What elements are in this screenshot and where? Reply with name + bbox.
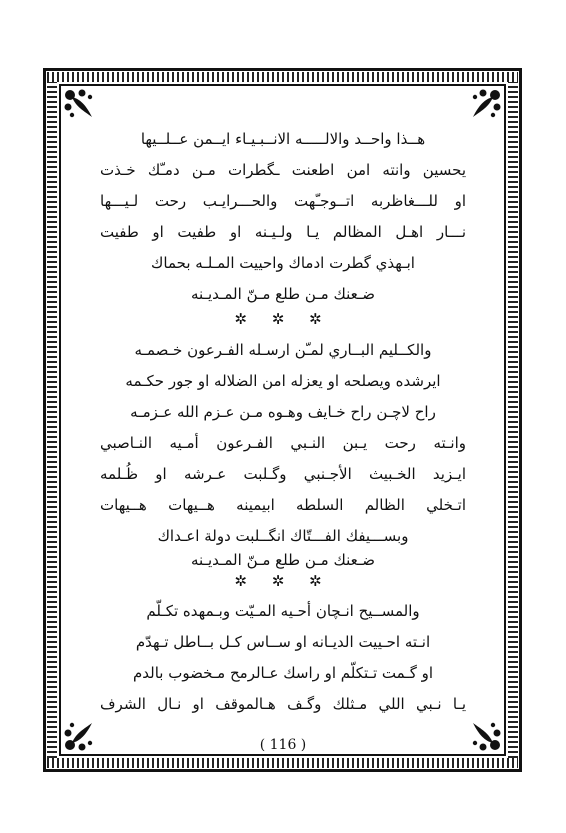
verse-line: هــذا واحــد والالـــــه الانــبـيـاء ايــمن عــلــيها [140,130,426,148]
verse-line: نـــار اهـل المظالم يـا ولـيـنه او طفيت او طفيت [100,223,466,241]
page-number: ( 116 ) [259,737,307,753]
refrain-line: ضـعنك مـن طلع مـنّ المـديـنه [190,285,375,303]
corner-ornament-icon [467,717,503,753]
verse-line: او للـــغاظربه اتــوجـّهت والحـــرايـب رحت لـيـــها [100,192,466,210]
verse-line: يـا نـبي اللي مـثلك وگـف هـالموقف او نـال الشرف [100,695,466,713]
corner-ornament-icon [467,87,503,123]
refrain-line: ضـعنك مـن طلع مـنّ المـديـنه [190,551,375,569]
star-ornament-icon: ✲ ✲ ✲ [234,310,332,328]
verse-line: ابـهذي گطرت ادماك واحييت المـلـه بحماك [151,254,415,272]
verse-line: انـته احـييت الديـانه او ســاس كـل بــاطل تـهدّم [135,633,431,651]
verse-line: وبســـيفك الفـــتّاك انگــلبت دولة اعـداك [157,527,409,545]
verse-line: اتـخلي الظالم السلطه ابيمينه هــيهات هــيهات [100,496,466,514]
verse-line: والمســيح انـچان أحـيه المـيّت وبـمهده تكـلّم [146,602,420,620]
verse-line: ايرشده ويصلحه او يعزله امن الضلاله او جور حكـمه [125,372,441,390]
corner-ornament-icon [62,717,98,753]
verse-line: والكــليم البــاري لمـّن ارسـله الفـرعون خـصمـه [134,341,432,359]
verse-line: راح لاچـن راح خـايف وهـوه مـن عـزم الله عـزمـه [130,403,436,421]
verse-line: يحسين وانته امن اطعنت ـگطرات مـن دمـّك خـذت [100,161,466,179]
star-ornament-icon: ✲ ✲ ✲ [234,572,332,590]
verse-line: او گـمت تـتكلّم او راسك عـالرمح مـخضوب بالدم [132,664,434,682]
verse-line: ايـزيد الخـبيث الأجـنبي وگـلبت عـرشه او ظُـلمه [100,465,466,483]
corner-ornament-icon [62,87,98,123]
verse-line: وانـته رحت يـبن النـبي الفـرعون أمـيه النـاصبي [100,434,466,452]
